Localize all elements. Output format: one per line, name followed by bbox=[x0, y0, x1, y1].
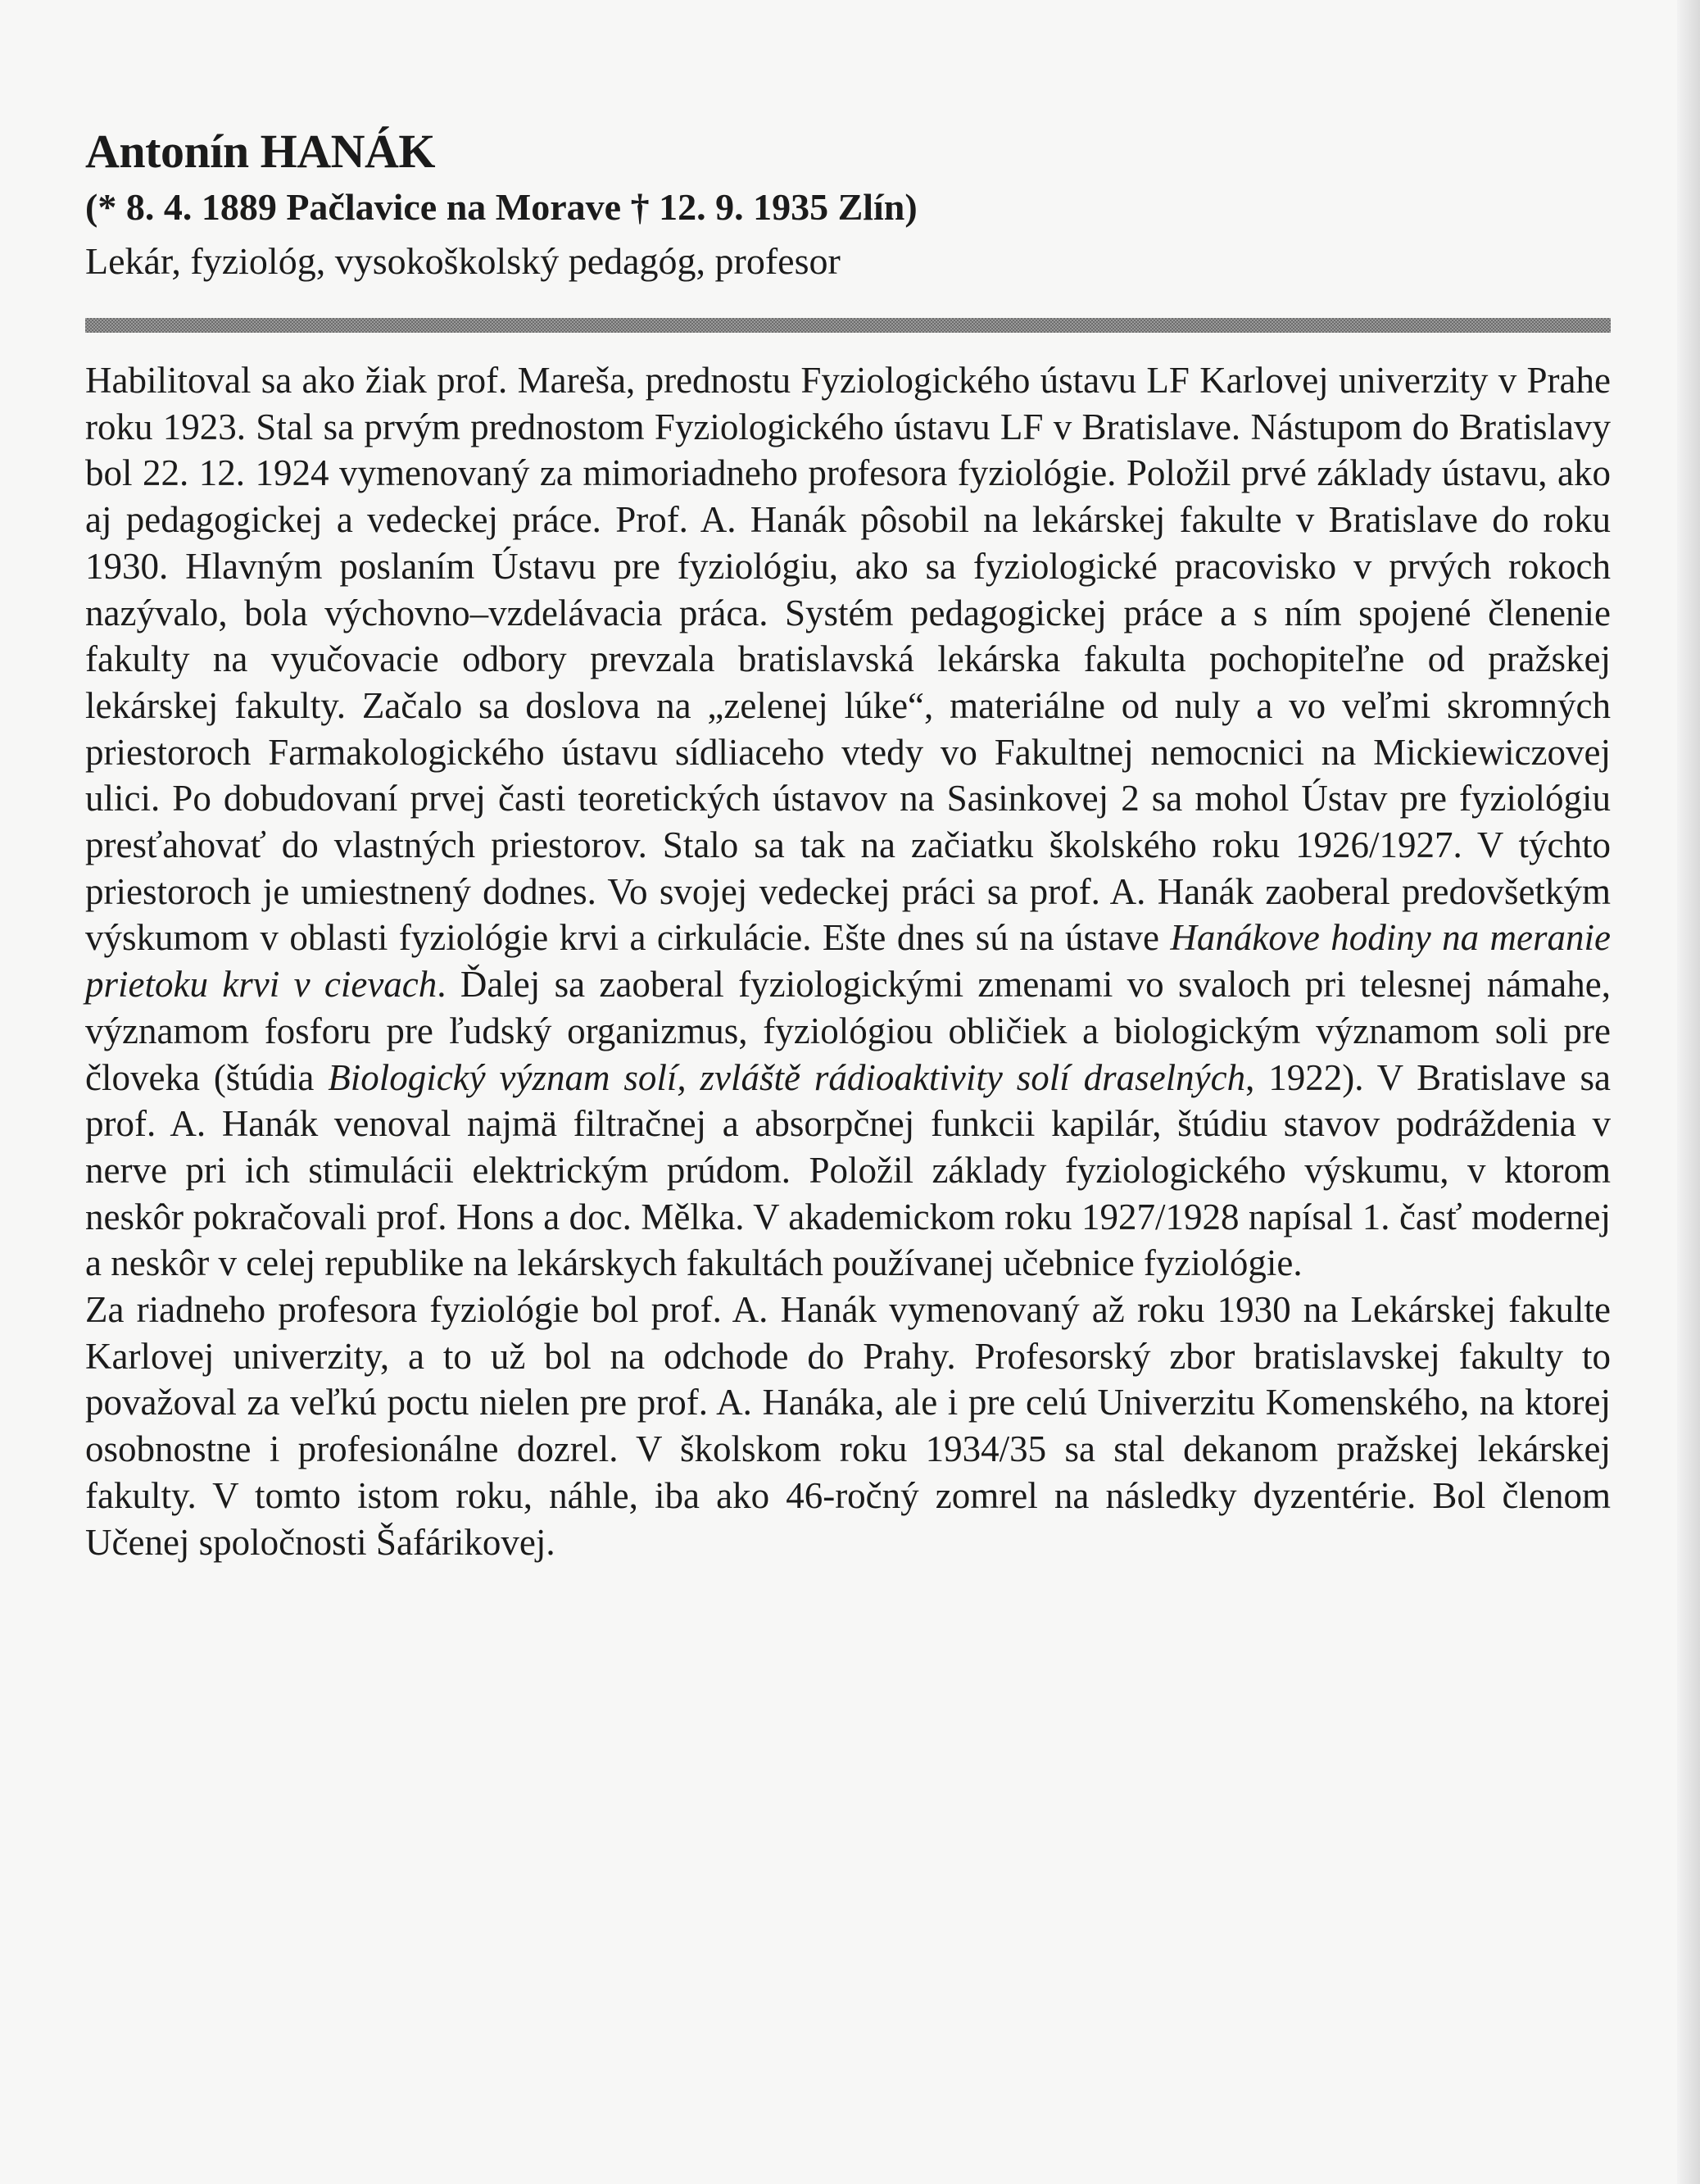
paragraph bbox=[85, 357, 1611, 1287]
text-run: Za riadneho profesora fyziológie bol prof. A. Hanák vymenovaný až roku 1930 na Lekárskej fakulte Karlovej univerzity, a to už bol na odchode do Prahy. Profesorský zbor bratislavskej fakulty to považoval za veľkú poctu nielen pre prof. A. Hanáka, ale i pre celú Univerzitu Komenského, na ktorej osobnostne i profesionálne dozrel. V školskom roku 1934/35 sa stal dekanom pražskej lekárskej fakulty. V tomto istom roku, náhle, iba ako 46-ročný zomrel na následky dyzentérie. Bol členom Učenej spoločnosti Šafárikovej. bbox=[85, 1289, 1611, 1563]
page-edge-shadow bbox=[1677, 0, 1700, 2184]
text-run: . Ďalej sa zaoberal fyziologickými zmenami vo svaloch pri telesnej námahe, významom fosforu pre ľudský organizmus, fyziológiou obličiek a biologickým významom soli pre človeka (štúdia bbox=[85, 964, 1611, 1098]
entry-role: Lekár, fyziológ, vysokoškolský pedagóg, profesor bbox=[85, 240, 841, 282]
biography-body bbox=[85, 357, 1611, 1565]
italic-title: Biologický význam solí, zvláště rádioaktivity solí draselných bbox=[328, 1056, 1246, 1098]
italic-title: Hanákove hodiny na meranie prietoku krvi v cievach bbox=[85, 917, 1611, 1006]
entry-dates: (* 8. 4. 1889 Pačlavice na Morave † 12. 9. 1935 Zlín) bbox=[85, 186, 918, 228]
entry-name: Antonín HANÁK bbox=[85, 125, 435, 178]
paragraph bbox=[85, 1287, 1611, 1565]
section-separator bbox=[85, 318, 1611, 333]
text-run: Habilitoval sa ako žiak prof. Mareša, prednostu Fyziologického ústavu LF Karlovej univerzity v Prahe roku 1923. Stal sa prvým prednostom Fyziologického ústavu LF v Bratislave. Nástupom do Bratislavy bol 22. 12. 1924 vymenovaný za mimoriadneho profesora fyziológie. Položil prvé základy ústavu, ako aj pedagogickej a vedeckej práce. Prof. A. Hanák pôsobil na lekárskej fakulte v Bratislave do roku 1930. Hlavným poslaním Ústavu pre fyziológiu, ako sa fyziologické pracovisko v prvých rokoch nazývalo, bola výchovno–vzdelávacia práca. Systém pedagogickej práce a s ním spojené členenie fakulty na vyučovacie odbory prevzala bratislavská lekárska fakulta pochopiteľne od pražskej lekárskej fakulty. Začalo sa doslova na „zelenej lúke“, materiálne od nuly a vo veľmi skromných priestoroch Farmakologického ústavu sídliaceho vtedy vo Fakultnej nemocnici na Mickiewiczovej ulici. Po dobudovaní prvej časti teoretických ústavov na Sasinkovej 2 sa mohol Ústav pre fyziológiu presťahovať do vlastných priestorov. Stalo sa tak na začiatku školského roku 1926/1927. V týchto priestoroch je umiestnený dodnes. Vo svojej vedeckej práci sa prof. A. Hanák zaoberal predovšetkým výskumom v oblasti fyziológie krvi a cirkulácie. Ešte dnes sú na ústave bbox=[85, 360, 1611, 959]
document-page bbox=[85, 123, 1611, 1565]
text-run: , 1922). V Bratislave sa prof. A. Hanák venoval najmä filtračnej a absorpčnej funkcii kapilár, štúdiu stavov podráždenia v nerve pri ich stimulácii elektrickým prúdom. Položil základy fyziologického výskumu, v ktorom neskôr pokračovali prof. Hons a doc. Mělka. V akademickom roku 1927/1928 napísal 1. časť modernej a neskôr v celej republike na lekárskych fakultách používanej učebnice fyziológie. bbox=[85, 1056, 1611, 1284]
entry-header bbox=[85, 123, 1611, 288]
